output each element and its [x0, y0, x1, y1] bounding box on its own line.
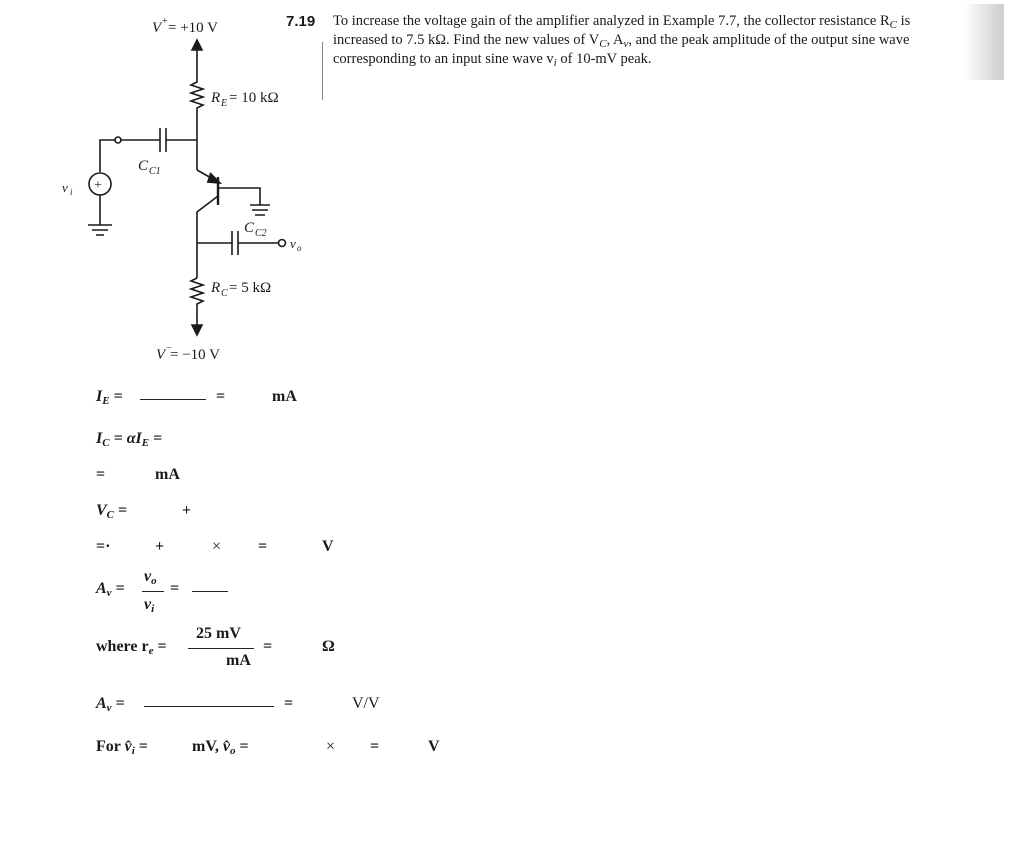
bypass-ground [250, 205, 270, 215]
re-value: = 10 kΩ [229, 90, 279, 106]
for-line: For $v̂_i$ = [96, 738, 148, 757]
plus-line5: + [155, 538, 165, 555]
eq-line5b: = [258, 538, 268, 555]
vi-wire-top [100, 140, 116, 172]
problem-line-1: To increase the voltage gain of the amplifier analyzed in Example 7.7, the collector resistance $R_C$ is [333, 13, 911, 31]
vo-sub: o [297, 243, 302, 253]
ie-unit: mA [272, 388, 297, 405]
vminus-sup: − [166, 343, 172, 354]
vplus-sup: + [162, 16, 168, 27]
re-resistor [191, 78, 203, 170]
vo-label: v [290, 236, 296, 251]
vc-plus: + [182, 502, 192, 519]
re-fraction-bar [188, 648, 254, 649]
ma-line3: mA [155, 466, 180, 483]
cc2-label: C [244, 220, 255, 236]
bypass-wire [218, 188, 260, 205]
vc-equation: $V_C$ = [96, 502, 128, 521]
cc1-sub: C1 [149, 166, 161, 177]
re-sub: E [221, 98, 228, 109]
cc2-sub: C2 [255, 228, 267, 239]
av2-unit: V/V [352, 695, 380, 712]
problem-number: 7.19 [286, 13, 316, 30]
av2-eq2: = [284, 695, 294, 712]
cc2-plates [232, 231, 238, 255]
circuit-diagram [0, 0, 1023, 380]
for-unit: V [428, 738, 440, 755]
source-plus-sign: + [94, 178, 102, 193]
ie-eq2: = [216, 388, 226, 405]
ie-equation: $I_E$ = [96, 388, 123, 407]
for-mv: mV, $v̂_o$ = [192, 738, 249, 757]
re-denominator: mA [226, 652, 251, 669]
problem-line-3: corresponding to an input sine wave $v_i$ of 10-mV peak. [333, 51, 652, 69]
re-label: R [211, 90, 221, 106]
ic-equation: $I_C = \alpha I_E$ = [96, 430, 163, 449]
times-line5: × [212, 538, 222, 555]
vo-terminal [279, 240, 286, 247]
vminus-arrow [192, 325, 202, 335]
av-fraction-bar [142, 591, 164, 592]
vplus-value: = +10 V [168, 20, 218, 36]
collector-lead [197, 196, 218, 278]
rc-label: R [211, 280, 221, 296]
for-times: × [326, 738, 336, 755]
ie-blank [140, 399, 206, 400]
vi-label: v [62, 180, 68, 195]
vplus-arrow [192, 40, 202, 50]
vi-sub: i [70, 187, 73, 197]
eq-line5: =· [96, 538, 111, 555]
av-equation: $A_v$ = [96, 580, 125, 599]
eq-line3: = [96, 466, 106, 483]
vminus-label: V [156, 347, 166, 363]
for-eq3: = [370, 738, 380, 755]
cc1-plates [160, 128, 166, 152]
rc-sub: C [221, 288, 228, 299]
av-blank [192, 591, 228, 592]
rc-value: = 5 kΩ [229, 280, 272, 296]
av2-blank [144, 706, 274, 707]
av-numerator: $v_o$ [144, 568, 157, 587]
cc1-label: C [138, 158, 149, 174]
vi-ground [88, 225, 112, 235]
re-unit: Ω [322, 638, 335, 655]
v-line5: V [322, 538, 334, 555]
re-numerator: 25 mV [196, 625, 241, 642]
av-eq2: = [170, 580, 180, 597]
av-denominator: $v_i$ [144, 596, 155, 615]
vminus-value: = −10 V [170, 347, 220, 363]
av2-equation: $A_v$ = [96, 695, 125, 714]
where-re: where $r_e$ = [96, 638, 167, 657]
vplus-label: V [152, 20, 162, 36]
problem-line-2: increased to 7.5 kΩ. Find the new values of $V_C$, $A_v$, and the peak amplitude of the output sine wave [333, 32, 910, 50]
re-eq: = [263, 638, 273, 655]
